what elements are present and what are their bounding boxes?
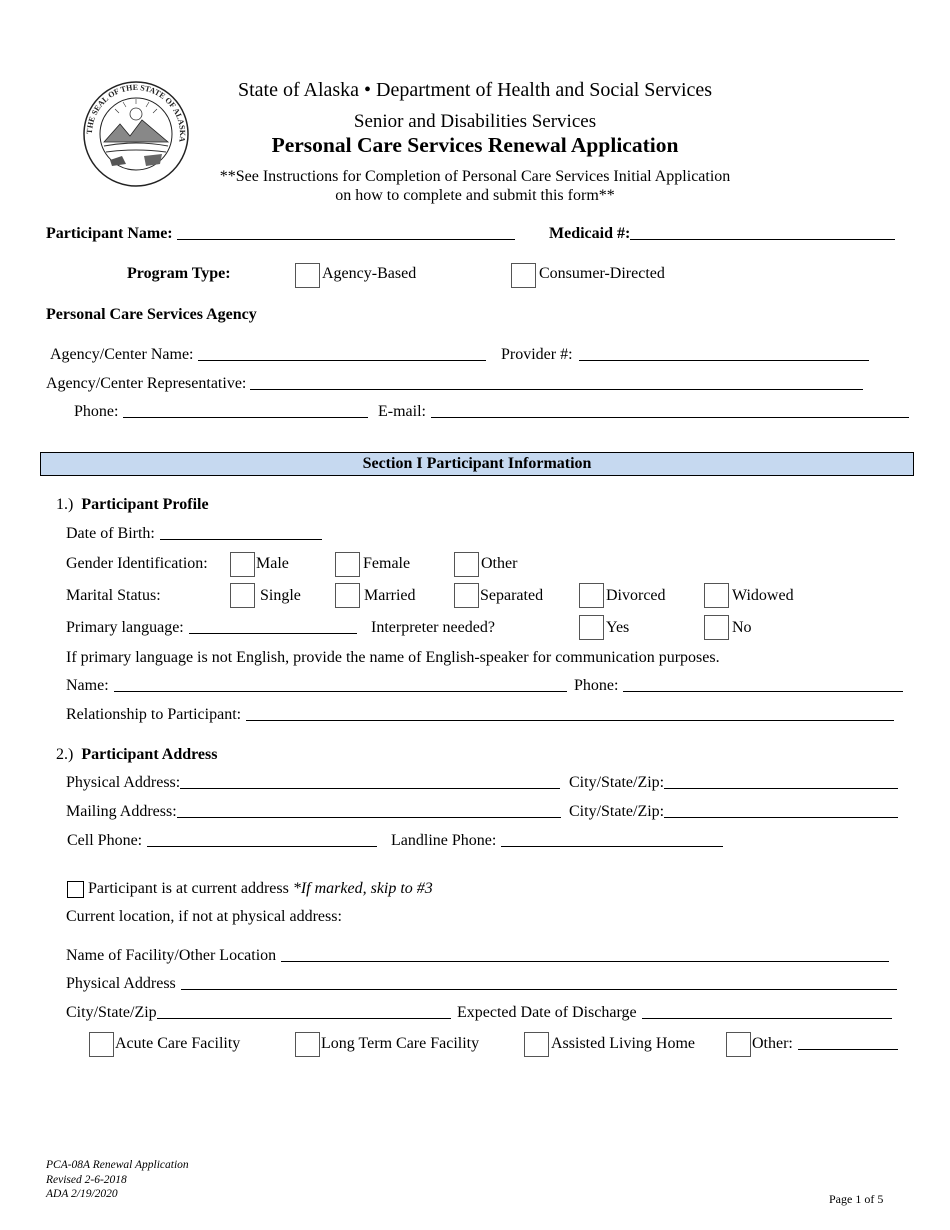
mailing-csz-input[interactable] bbox=[664, 817, 898, 818]
agency-phone-field bbox=[74, 403, 368, 421]
dob-label: Date of Birth: bbox=[66, 525, 155, 542]
facility-physical-input[interactable] bbox=[181, 989, 897, 990]
cell-phone-label: Cell Phone: bbox=[67, 832, 143, 849]
participant-name-label: Participant Name: bbox=[46, 225, 173, 242]
interpreter-no-label: No bbox=[732, 619, 752, 636]
footer-revised: Revised 2-6-2018 bbox=[46, 1173, 127, 1186]
division-line: Senior and Disabilities Services bbox=[353, 111, 597, 132]
facility-name-field bbox=[66, 947, 889, 965]
physical-csz-label: City/State/Zip: bbox=[569, 774, 665, 791]
mailing-csz-field bbox=[569, 803, 898, 821]
interpreter-yes-label: Yes bbox=[606, 619, 630, 636]
participant-name-field bbox=[46, 225, 515, 243]
physical-address-input[interactable] bbox=[180, 788, 560, 789]
acute-care-checkbox[interactable] bbox=[89, 1032, 114, 1057]
footer-ada: ADA 2/19/2020 bbox=[46, 1188, 118, 1200]
physical-csz-field bbox=[569, 774, 898, 792]
agency-phone-label: Phone: bbox=[74, 403, 119, 420]
english-speaker-name-field bbox=[66, 677, 567, 695]
assisted-living-label: Assisted Living Home bbox=[551, 1035, 695, 1052]
marital-separated-checkbox[interactable] bbox=[454, 583, 479, 608]
english-speaker-name-input[interactable] bbox=[114, 691, 567, 692]
medicaid-field bbox=[549, 225, 895, 243]
mailing-address-input[interactable] bbox=[177, 817, 561, 818]
footer-form-id: PCA-08A Renewal Application bbox=[46, 1159, 189, 1171]
address-number: 2.) bbox=[56, 746, 74, 763]
address-heading bbox=[56, 746, 217, 764]
center-name-label: Agency/Center Name: bbox=[50, 346, 194, 363]
medicaid-label: Medicaid #: bbox=[549, 225, 631, 242]
discharge-input[interactable] bbox=[642, 1018, 892, 1019]
language-label: Primary language: bbox=[66, 619, 184, 636]
facility-physical-label: Physical Address bbox=[66, 975, 176, 992]
other-facility-field bbox=[752, 1035, 898, 1053]
marital-separated-label: Separated bbox=[480, 587, 544, 604]
profile-number: 1.) bbox=[56, 496, 74, 513]
seal-text: THE SEAL OF THE STATE OF ALASKA bbox=[84, 82, 188, 143]
gender-other-label: Other bbox=[481, 555, 518, 572]
agency-phone-input[interactable] bbox=[123, 417, 368, 418]
gender-label: Gender Identification: bbox=[66, 555, 208, 572]
provider-field bbox=[501, 346, 869, 364]
agency-based-label: Agency-Based bbox=[322, 265, 417, 282]
facility-csz-field bbox=[66, 1004, 451, 1022]
english-speaker-phone-input[interactable] bbox=[623, 691, 903, 692]
consumer-directed-label: Consumer-Directed bbox=[539, 265, 665, 282]
landline-label: Landline Phone: bbox=[391, 832, 497, 849]
agency-line: State of Alaska • Department of Health and Social Services bbox=[237, 79, 713, 101]
long-term-care-checkbox[interactable] bbox=[295, 1032, 320, 1057]
other-facility-input[interactable] bbox=[798, 1049, 898, 1050]
facility-csz-input[interactable] bbox=[157, 1018, 451, 1019]
marital-married-checkbox[interactable] bbox=[335, 583, 360, 608]
address-heading-text: Participant Address bbox=[81, 746, 218, 763]
current-address-label: Participant is at current address bbox=[88, 880, 289, 897]
mailing-csz-label: City/State/Zip: bbox=[569, 803, 665, 820]
language-field bbox=[66, 619, 357, 637]
english-speaker-note: If primary language is not English, provide the name of English-speaker for communication purposes. bbox=[66, 649, 720, 666]
discharge-field bbox=[457, 1004, 892, 1022]
gender-other-checkbox[interactable] bbox=[454, 552, 479, 577]
page-number: Page 1 of 5 bbox=[829, 1192, 884, 1206]
marital-label: Marital Status: bbox=[66, 587, 161, 604]
instructions-line-2: on how to complete and submit this form** bbox=[335, 187, 615, 204]
marital-single-label: Single bbox=[260, 587, 301, 604]
assisted-living-checkbox[interactable] bbox=[524, 1032, 549, 1057]
facility-name-label: Name of Facility/Other Location bbox=[66, 947, 277, 964]
section-1-header: Section I Participant Information bbox=[40, 452, 914, 476]
gender-female-checkbox[interactable] bbox=[335, 552, 360, 577]
agency-email-label: E-mail: bbox=[378, 403, 426, 420]
program-type-label: Program Type: bbox=[127, 265, 231, 282]
physical-csz-input[interactable] bbox=[664, 788, 898, 789]
gender-male-checkbox[interactable] bbox=[230, 552, 255, 577]
english-speaker-phone-label: Phone: bbox=[574, 677, 619, 694]
marital-divorced-checkbox[interactable] bbox=[579, 583, 604, 608]
dob-field bbox=[66, 525, 322, 543]
medicaid-input[interactable] bbox=[630, 239, 895, 240]
representative-label: Agency/Center Representative: bbox=[46, 375, 247, 392]
relationship-label: Relationship to Participant: bbox=[66, 706, 242, 723]
marital-married-label: Married bbox=[364, 587, 416, 604]
agency-email-input[interactable] bbox=[431, 417, 909, 418]
cell-phone-input[interactable] bbox=[147, 846, 377, 847]
agency-email-field bbox=[378, 403, 909, 421]
interpreter-label: Interpreter needed? bbox=[371, 619, 495, 636]
facility-physical-field bbox=[66, 975, 897, 993]
discharge-label: Expected Date of Discharge bbox=[457, 1004, 637, 1021]
long-term-care-label: Long Term Care Facility bbox=[321, 1035, 480, 1052]
mailing-address-label: Mailing Address: bbox=[66, 803, 177, 820]
form-title: Personal Care Services Renewal Application bbox=[271, 133, 679, 157]
current-location-label: Current location, if not at physical address: bbox=[66, 908, 342, 925]
other-facility-label: Other: bbox=[752, 1035, 793, 1052]
english-speaker-name-label: Name: bbox=[66, 677, 109, 694]
marital-divorced-label: Divorced bbox=[606, 587, 666, 604]
provider-label: Provider #: bbox=[501, 346, 573, 363]
physical-address-field bbox=[66, 774, 560, 792]
profile-heading-text: Participant Profile bbox=[81, 496, 209, 513]
marital-single-checkbox[interactable] bbox=[230, 583, 255, 608]
marital-widowed-label: Widowed bbox=[732, 587, 794, 604]
interpreter-yes-checkbox[interactable] bbox=[579, 615, 604, 640]
gender-female-label: Female bbox=[363, 555, 411, 572]
marital-widowed-checkbox[interactable] bbox=[704, 583, 729, 608]
cell-phone-field bbox=[67, 832, 377, 850]
instructions-line-1: **See Instructions for Completion of Personal Care Services Initial Application bbox=[219, 168, 731, 185]
current-address-checkbox[interactable] bbox=[67, 881, 84, 898]
current-address-row bbox=[88, 880, 433, 898]
gender-male-label: Male bbox=[256, 555, 289, 572]
relationship-input[interactable] bbox=[246, 720, 894, 721]
english-speaker-phone-field bbox=[574, 677, 903, 695]
footer-info bbox=[46, 1158, 189, 1202]
representative-input[interactable] bbox=[250, 389, 863, 390]
physical-address-label: Physical Address: bbox=[66, 774, 181, 791]
mailing-address-field bbox=[66, 803, 561, 821]
language-input[interactable] bbox=[189, 633, 357, 634]
center-name-input[interactable] bbox=[198, 360, 486, 361]
current-address-note: *If marked, skip to #3 bbox=[292, 880, 433, 897]
acute-care-label: Acute Care Facility bbox=[115, 1035, 241, 1052]
landline-field bbox=[391, 832, 723, 850]
agency-heading: Personal Care Services Agency bbox=[46, 306, 257, 323]
representative-field bbox=[46, 375, 863, 393]
participant-name-input[interactable] bbox=[177, 239, 515, 240]
dob-input[interactable] bbox=[160, 539, 322, 540]
relationship-field bbox=[66, 706, 894, 724]
agency-based-checkbox[interactable] bbox=[295, 263, 320, 288]
consumer-directed-checkbox[interactable] bbox=[511, 263, 536, 288]
provider-input[interactable] bbox=[579, 360, 869, 361]
profile-heading bbox=[56, 496, 209, 514]
landline-input[interactable] bbox=[501, 846, 723, 847]
interpreter-no-checkbox[interactable] bbox=[704, 615, 729, 640]
facility-csz-label: City/State/Zip bbox=[66, 1004, 157, 1021]
facility-name-input[interactable] bbox=[281, 961, 889, 962]
other-facility-checkbox[interactable] bbox=[726, 1032, 751, 1057]
center-name-field bbox=[50, 346, 486, 364]
